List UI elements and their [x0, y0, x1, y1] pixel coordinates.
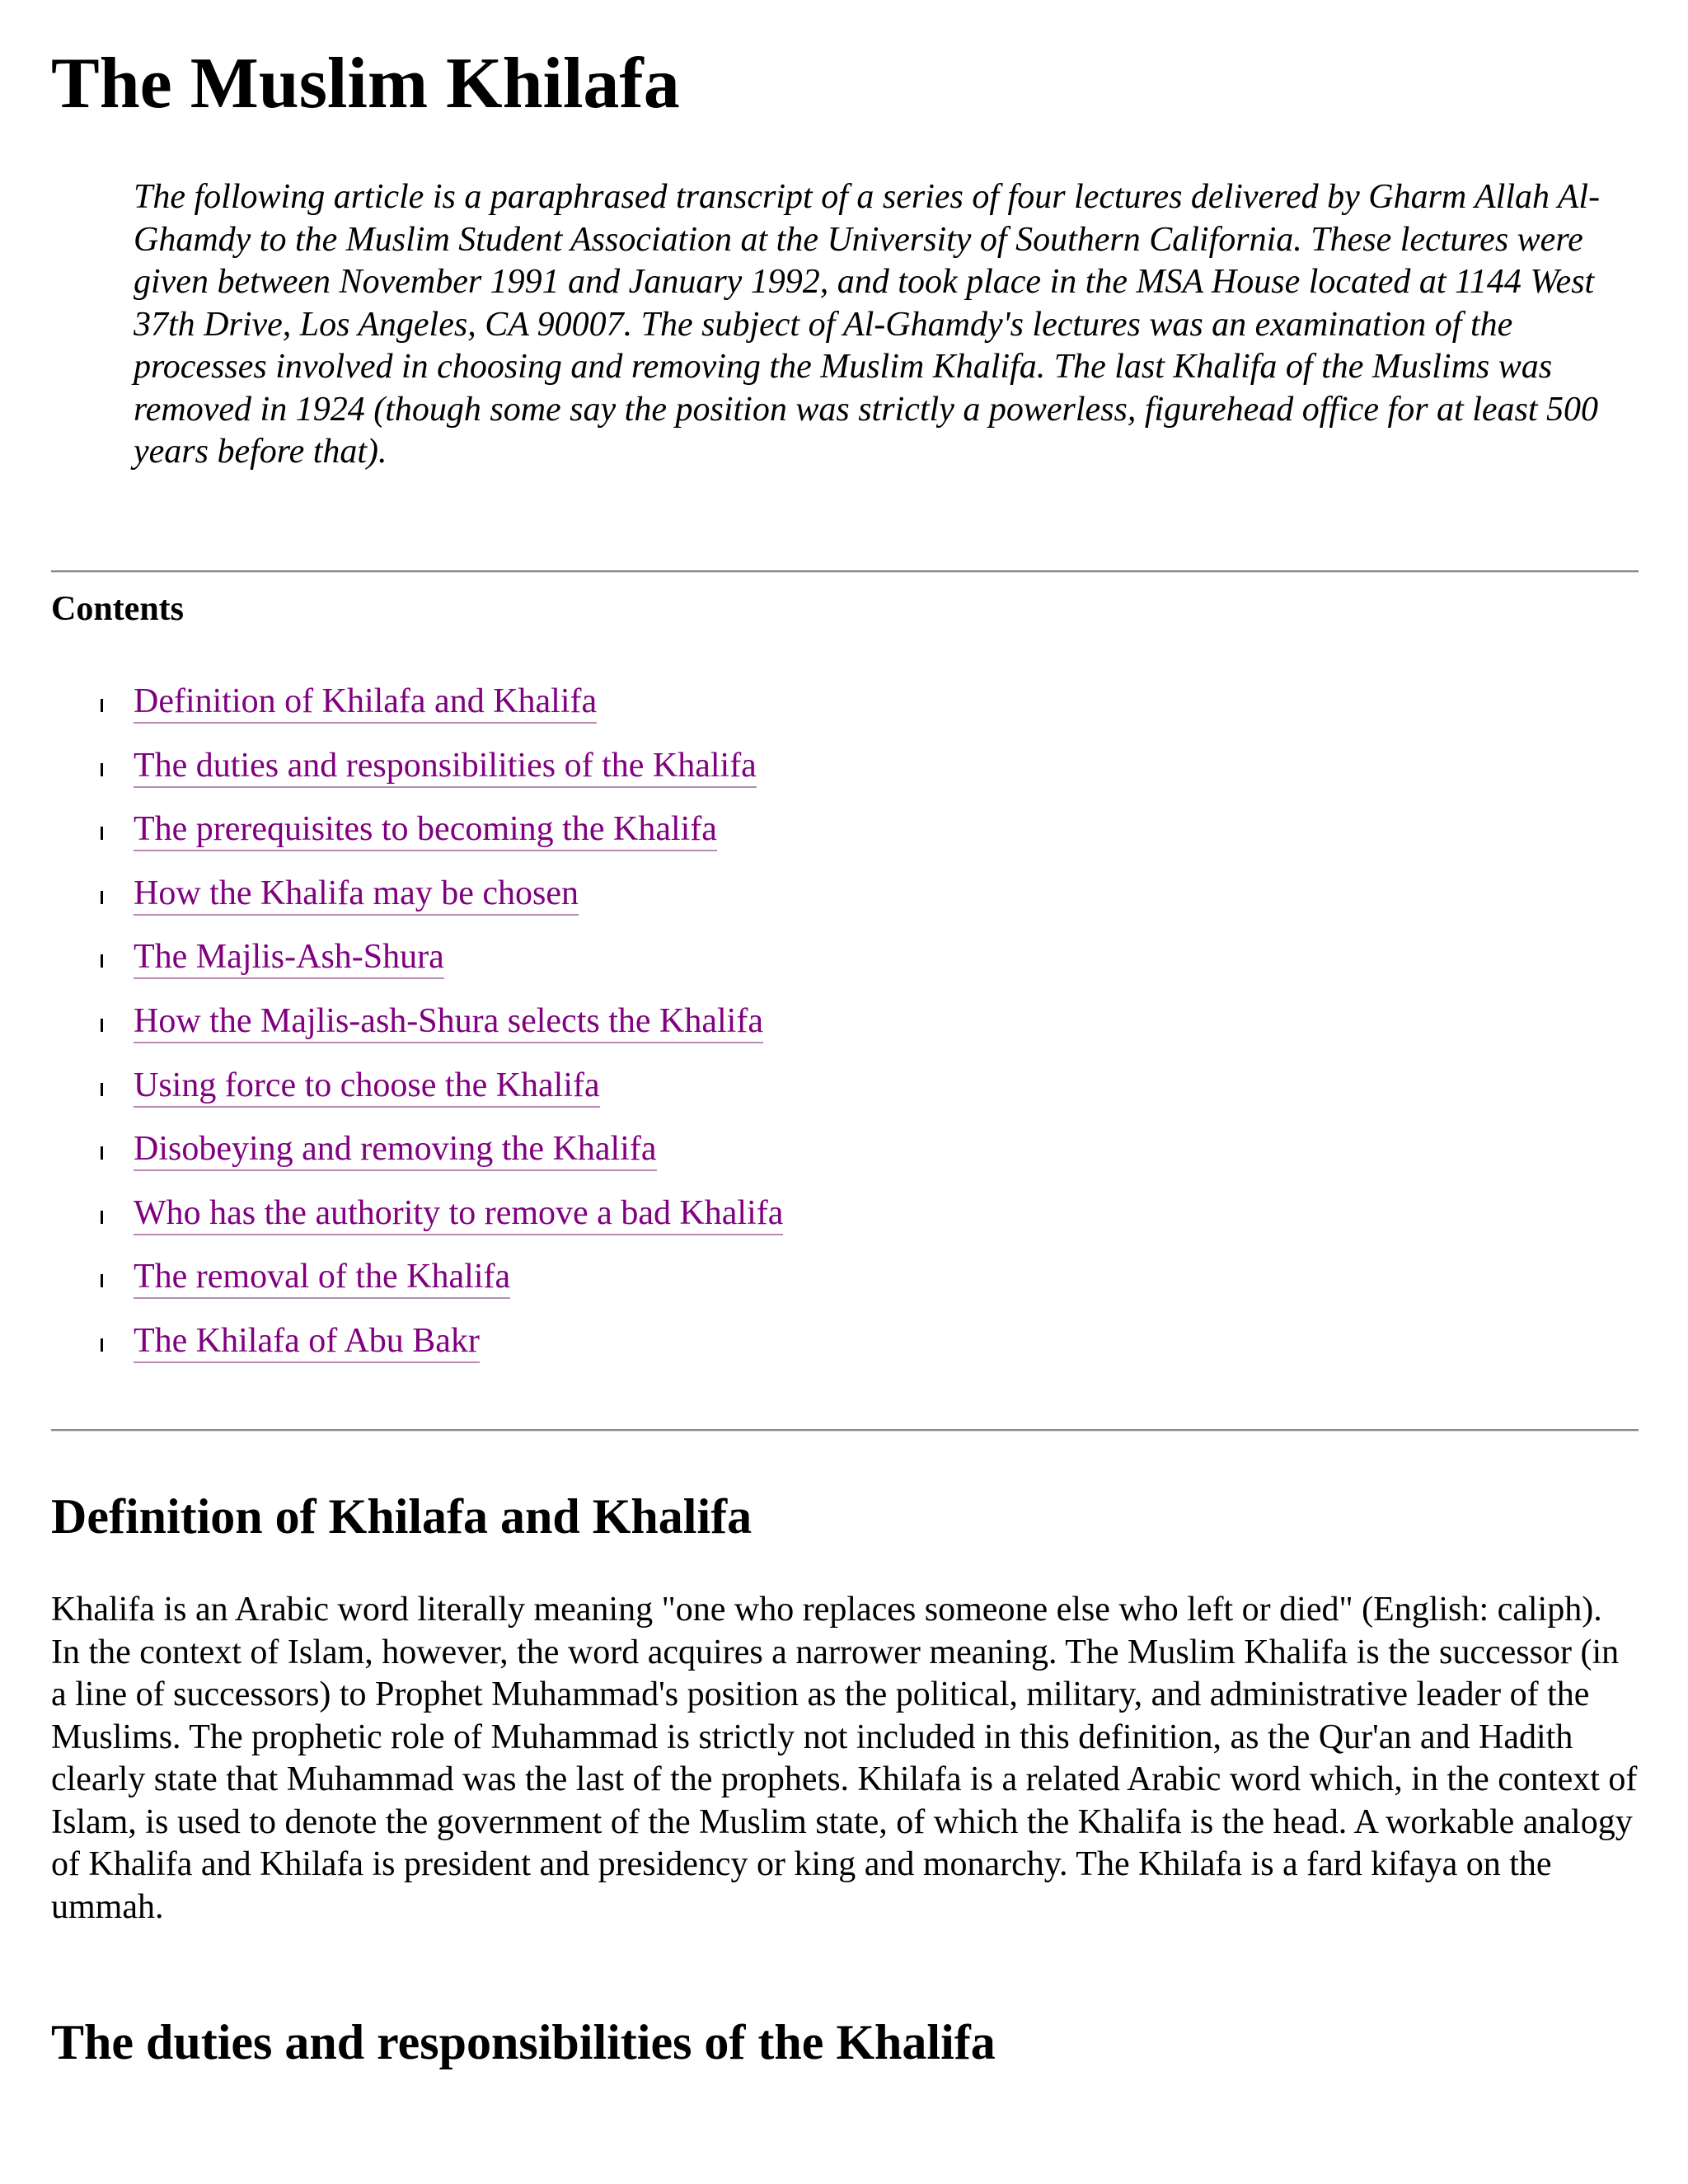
toc-link-majlis[interactable]: The Majlis-Ash-Shura	[134, 936, 444, 979]
horizontal-rule	[51, 1429, 1639, 1432]
toc-link-how-chosen[interactable]: How the Khalifa may be chosen	[134, 873, 579, 916]
definition-paragraph: Khalifa is an Arabic word literally meaning "one who replaces someone else who left or died" (English: caliph). In the context of Islam, however, the word acquires a narrower meaning. The Muslim Khalifa is the successor (in a line of successors) to Prophet Muhammad's position as the political, military, and administrative leader of the Muslims. The prophetic role of Muhammad is strictly not included in this definition, as the Qur'an and Hadith clearly state that Muhammad was the last of the prophets. Khilafa is a related Arabic word which, in the context of Islam, is used to denote the government of the Muslim state, of which the Khalifa is the head. A workable analogy of Khalifa and Khilafa is president and presidency or king and monarchy. The Khilafa is a fard kifaya on the ummah.	[51, 1591, 1638, 1926]
toc-link-authority[interactable]: Who has the authority to remove a bad Khalifa	[134, 1193, 783, 1235]
bullet-icon	[101, 954, 103, 968]
bullet-icon	[101, 1146, 103, 1160]
toc-link-removal[interactable]: The removal of the Khalifa	[134, 1256, 510, 1299]
bullet-icon	[101, 891, 103, 904]
toc-link-prerequisites[interactable]: The prerequisites to becoming the Khalifa	[134, 808, 717, 851]
bullet-icon	[101, 1274, 103, 1287]
contents-heading: Contents	[51, 590, 185, 628]
bullet-icon	[101, 827, 103, 840]
section-heading-definition: Definition of Khilafa and Khalifa	[51, 1489, 753, 1544]
toc-link-abu-bakr[interactable]: The Khilafa of Abu Bakr	[134, 1320, 480, 1363]
bullet-icon	[101, 699, 103, 712]
bullet-icon	[101, 1019, 103, 1032]
intro-paragraph: The following article is a paraphrased transcript of a series of four lectures delivered by Gharm Allah Al-Ghamdy to the Muslim Student Association at the University of Southern California. These lectures were given between November 1991 and January 1992, and took place in the MSA House located at 1144 West 37th Drive, Los Angeles, CA 90007. The subject of Al-Ghamdy's lectures was an examination of the processes involved in choosing and removing the Muslim Khalifa. The last Khalifa of the Muslims was removed in 1924 (though some say the position was strictly a powerless, figurehead office for at least 500 years before that).	[134, 178, 1601, 471]
toc-link-using-force[interactable]: Using force to choose the Khalifa	[134, 1065, 600, 1108]
toc-link-duties[interactable]: The duties and responsibilities of the Khalifa	[134, 745, 757, 788]
bullet-icon	[101, 1338, 103, 1352]
bullet-icon	[101, 763, 103, 776]
toc-link-disobeying[interactable]: Disobeying and removing the Khalifa	[134, 1128, 657, 1171]
horizontal-rule	[51, 570, 1639, 573]
bullet-icon	[101, 1083, 103, 1096]
toc-link-majlis-selects[interactable]: How the Majlis-ash-Shura selects the Khalifa	[134, 1001, 763, 1043]
section-heading-duties: The duties and responsibilities of the Khalifa	[51, 2015, 996, 2069]
bullet-icon	[101, 1211, 103, 1224]
toc-link-definition[interactable]: Definition of Khilafa and Khalifa	[134, 681, 597, 724]
page-title: The Muslim Khilafa	[51, 44, 680, 124]
